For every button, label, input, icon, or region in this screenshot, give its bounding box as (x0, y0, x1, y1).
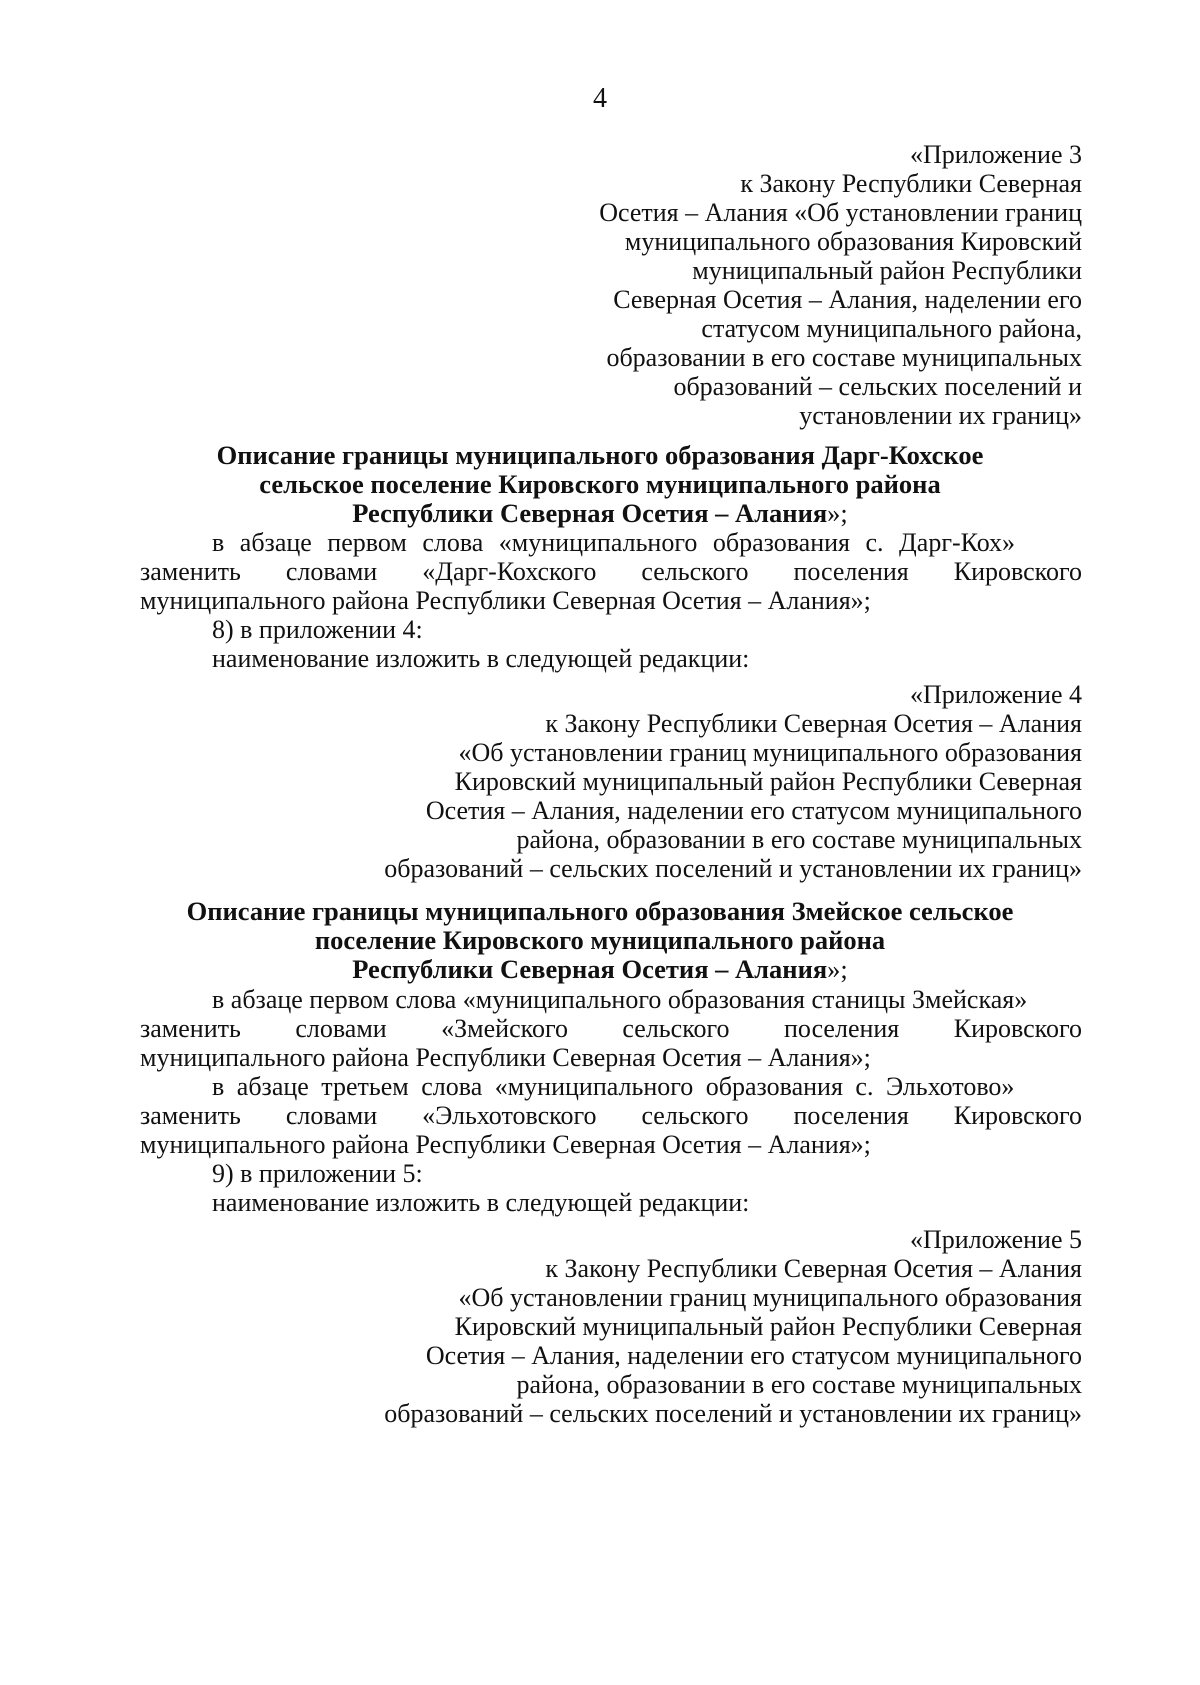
annex-3-header (599, 140, 1082, 430)
list-item-8-text: наименование изложить в следующей редакции: (212, 644, 750, 673)
paragraph-line: в абзаце первом слова «муниципального образования с. Дарг-Кох» (212, 528, 1016, 557)
annex-line: к Закону Республики Северная Осетия – Алания (545, 709, 1082, 738)
annex-line: Кировский муниципальный район Республики Северная (454, 767, 1082, 796)
annex-line: к Закону Республики Северная Осетия – Алания (545, 1254, 1082, 1283)
annex-line: Северная Осетия – Алания, наделении его (613, 285, 1082, 314)
paragraph-line: муниципального района Республики Северная Осетия – Алания»; (140, 586, 871, 615)
list-item-9: 9) в приложении 5: (212, 1159, 423, 1188)
annex-line: Кировский муниципальный район Республики Северная (454, 1312, 1082, 1341)
paragraph-line: заменить словами «Эльхотовского сельского поселения Кировского (140, 1101, 1082, 1130)
annex-line: «Приложение 3 (909, 140, 1082, 169)
annex-line: «Об установлении границ муниципального образования (458, 1283, 1082, 1312)
annex-line: статусом муниципального района, (701, 314, 1082, 343)
paragraph-line: в абзаце первом слова «муниципального образования станицы Змейская» (212, 985, 1028, 1014)
heading-line: сельское поселение Кировского муниципального района (259, 469, 941, 499)
section-heading-darg-kokh (0, 441, 1200, 528)
annex-line: муниципальный район Республики (692, 256, 1082, 285)
heading-suffix: »; (827, 954, 848, 984)
heading-line: Описание границы муниципального образования Змейское сельское (186, 896, 1014, 926)
annex-line: «Об установлении границ муниципального образования (458, 738, 1082, 767)
paragraph-line: заменить словами «Дарг-Кохского сельского поселения Кировского (140, 557, 1082, 586)
annex-line: муниципального образования Кировский (624, 227, 1082, 256)
annex-line: образований – сельских поселений и установлении их границ» (384, 854, 1082, 883)
paragraph-line: муниципального района Республики Северная Осетия – Алания»; (140, 1043, 871, 1072)
heading-suffix: »; (827, 498, 848, 528)
annex-line: образований – сельских поселений и (673, 372, 1082, 401)
section-heading-zmeyskoe (0, 897, 1200, 984)
annex-line: установлении их границ» (799, 401, 1082, 430)
annex-line: района, образовании в его составе муниципальных (516, 825, 1082, 854)
heading-line (0, 955, 1200, 984)
annex-line: образований – сельских поселений и установлении их границ» (384, 1399, 1082, 1428)
heading-line: поселение Кировского муниципального района (314, 925, 886, 955)
annex-line: «Приложение 5 (909, 1225, 1082, 1254)
annex-line: «Приложение 4 (909, 680, 1082, 709)
paragraph-line: муниципального района Республики Северная Осетия – Алания»; (140, 1130, 871, 1159)
annex-line: к Закону Республики Северная (740, 169, 1082, 198)
annex-line: Осетия – Алания «Об установлении границ (599, 198, 1082, 227)
heading-line-text: Республики Северная Осетия – Алания (352, 954, 828, 984)
list-item-9-text: наименование изложить в следующей редакции: (212, 1188, 750, 1217)
annex-line: Осетия – Алания, наделении его статусом муниципального (425, 796, 1082, 825)
annex-line: Осетия – Алания, наделении его статусом муниципального (425, 1341, 1082, 1370)
paragraph-line: заменить словами «Змейского сельского поселения Кировского (140, 1014, 1082, 1043)
annex-4-header (384, 680, 1082, 883)
list-item-8: 8) в приложении 4: (212, 615, 423, 644)
page-number: 4 (593, 83, 607, 114)
heading-line (0, 499, 1200, 528)
heading-line-text: Республики Северная Осетия – Алания (352, 498, 828, 528)
annex-line: образовании в его составе муниципальных (606, 343, 1082, 372)
paragraph-line: в абзаце третьем слова «муниципального образования с. Эльхотово» (212, 1072, 1015, 1101)
annex-5-header (384, 1225, 1082, 1428)
annex-line: района, образовании в его составе муниципальных (516, 1370, 1082, 1399)
heading-line: Описание границы муниципального образования Дарг-Кохское (216, 440, 984, 470)
